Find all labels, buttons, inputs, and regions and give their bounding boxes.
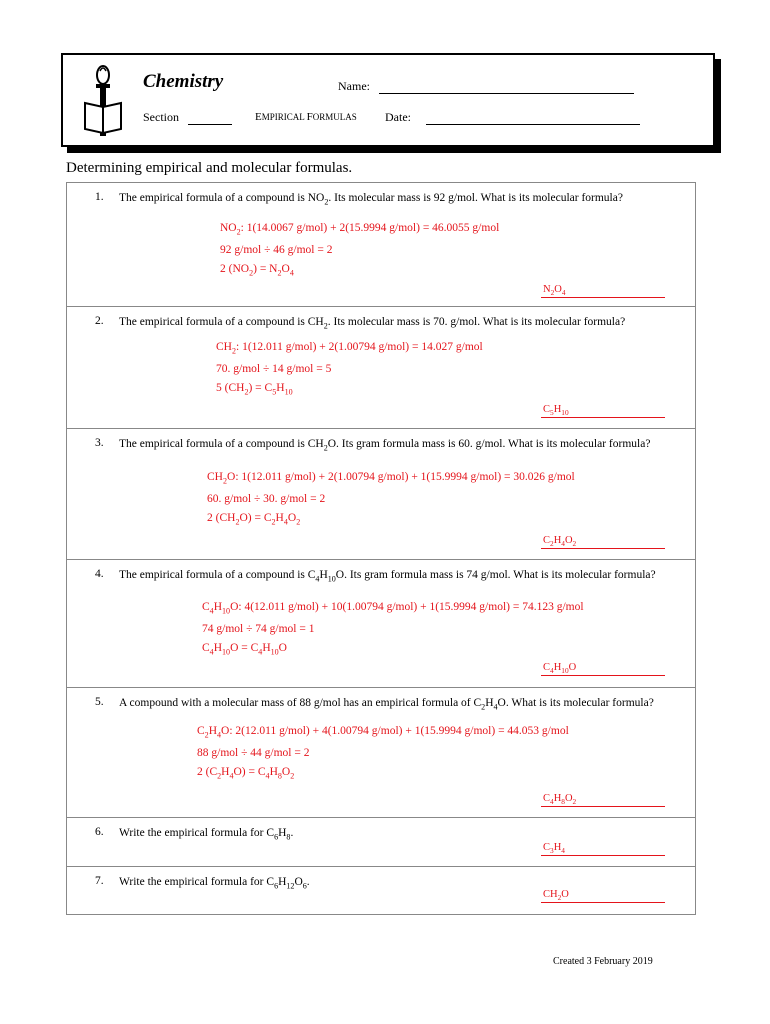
question-7	[67, 867, 695, 914]
question-text: The empirical formula of a compound is $C_4H_{10}O$. Its gram formula mass is 74 g/mol. What is its molecular formula?	[119, 569, 656, 584]
work-line: $C_4H_{10}O = C_4H_{10}O$	[202, 642, 287, 657]
answer-line: $C_5H_{10}$	[541, 404, 665, 418]
torch-book-logo-icon	[83, 63, 123, 141]
created-date: Created 3 February 2019	[553, 956, 653, 967]
question-3	[67, 429, 695, 560]
question-number: 4.	[95, 568, 104, 580]
question-number: 5.	[95, 696, 104, 708]
work-line: $NO_2$: 1(14.0067 g/mol) + 2(15.9994 g/mol) = 46.0055 g/mol	[220, 222, 500, 237]
name-field	[338, 79, 634, 94]
work-line: $C_2H_4O$: 2(12.011 g/mol) + 4(1.00794 g/mol) + 1(15.9994 g/mol) = 44.053 g/mol	[197, 725, 569, 740]
question-1	[67, 183, 695, 307]
answer-line: $C_2H_4O_2$	[541, 535, 665, 549]
work-line: $CH_2O$: 1(12.011 g/mol) + 2(1.00794 g/mol) + 1(15.9994 g/mol) = 30.026 g/mol	[207, 471, 575, 486]
date-label: Date:	[385, 110, 411, 124]
work-line: 74 g/mol ÷ 74 g/mol = 1	[202, 623, 315, 636]
answer-line: $C_4H_{10}O$	[541, 662, 665, 676]
question-text: Write the empirical formula for $C_6H_{12}O_6$.	[119, 876, 310, 891]
question-number: 1.	[95, 191, 104, 203]
question-text: A compound with a molecular mass of 88 g/mol has an empirical formula of $C_2H_4O$. What is its molecular formula?	[119, 697, 654, 712]
subject-title: Chemistry	[143, 71, 224, 92]
question-text: Write the empirical formula for $C_6H_8$.	[119, 827, 294, 842]
section-field	[143, 110, 232, 125]
work-line: 5 $(CH_2) = C_5H_{10}$	[216, 382, 293, 397]
question-5	[67, 688, 695, 818]
answer-line: $N_2O_4$	[541, 284, 665, 298]
date-line	[426, 124, 640, 125]
work-line: $C_4H_{10}O$: 4(12.011 g/mol) + 10(1.00794 g/mol) + 1(15.9994 g/mol) = 74.123 g/mol	[202, 601, 584, 616]
work-line: 70. g/mol ÷ 14 g/mol = 5	[216, 363, 332, 376]
work-line: 60. g/mol ÷ 30. g/mol = 2	[207, 493, 326, 506]
topic-label: EMPIRICAL FORMULAS	[255, 111, 357, 123]
question-number: 6.	[95, 826, 104, 838]
work-steps	[220, 219, 499, 283]
work-line: $CH_2$: 1(12.011 g/mol) + 2(1.00794 g/mol) = 14.027 g/mol	[216, 341, 483, 356]
question-number: 2.	[95, 315, 104, 327]
work-line: 2 $(C_2H_4O) = C_4H_8O_2$	[197, 766, 295, 781]
section-label: Section	[143, 110, 179, 124]
work-line: 88 g/mol ÷ 44 g/mol = 2	[197, 747, 310, 760]
question-text: The empirical formula of a compound is $NO_2$. Its molecular mass is 92 g/mol. What is its molecular formula?	[119, 192, 623, 207]
question-text: The empirical formula of a compound is $CH_2$. Its molecular mass is 70. g/mol. What is its molecular formula?	[119, 316, 626, 331]
question-6	[67, 818, 695, 867]
section-title: Determining empirical and molecular formulas.	[66, 160, 353, 176]
work-line: 2 $(NO_2) = N_2O_4$	[220, 263, 294, 278]
answer-line: $C_4H_8O_2$	[541, 793, 665, 807]
question-4	[67, 560, 695, 688]
work-steps	[202, 598, 584, 662]
questions-table	[66, 182, 696, 915]
question-2	[67, 307, 695, 429]
work-line: 2 $(CH_2O) = C_2H_4O_2$	[207, 512, 301, 527]
answer-line: $CH_2O$	[541, 889, 665, 903]
date-field	[385, 110, 640, 125]
question-text: The empirical formula of a compound is $CH_2O$. Its gram formula mass is 60. g/mol. What is its molecular formula?	[119, 438, 651, 453]
work-line: 92 g/mol ÷ 46 g/mol = 2	[220, 244, 333, 257]
work-steps	[207, 468, 575, 532]
name-line	[379, 93, 634, 94]
name-label: Name:	[338, 79, 370, 93]
worksheet-header	[61, 53, 715, 147]
answer-line: $C_3H_4$	[541, 842, 665, 856]
question-number: 7.	[95, 875, 104, 887]
question-number: 3.	[95, 437, 104, 449]
work-steps	[197, 722, 569, 786]
work-steps	[216, 338, 483, 402]
section-line	[188, 124, 232, 125]
